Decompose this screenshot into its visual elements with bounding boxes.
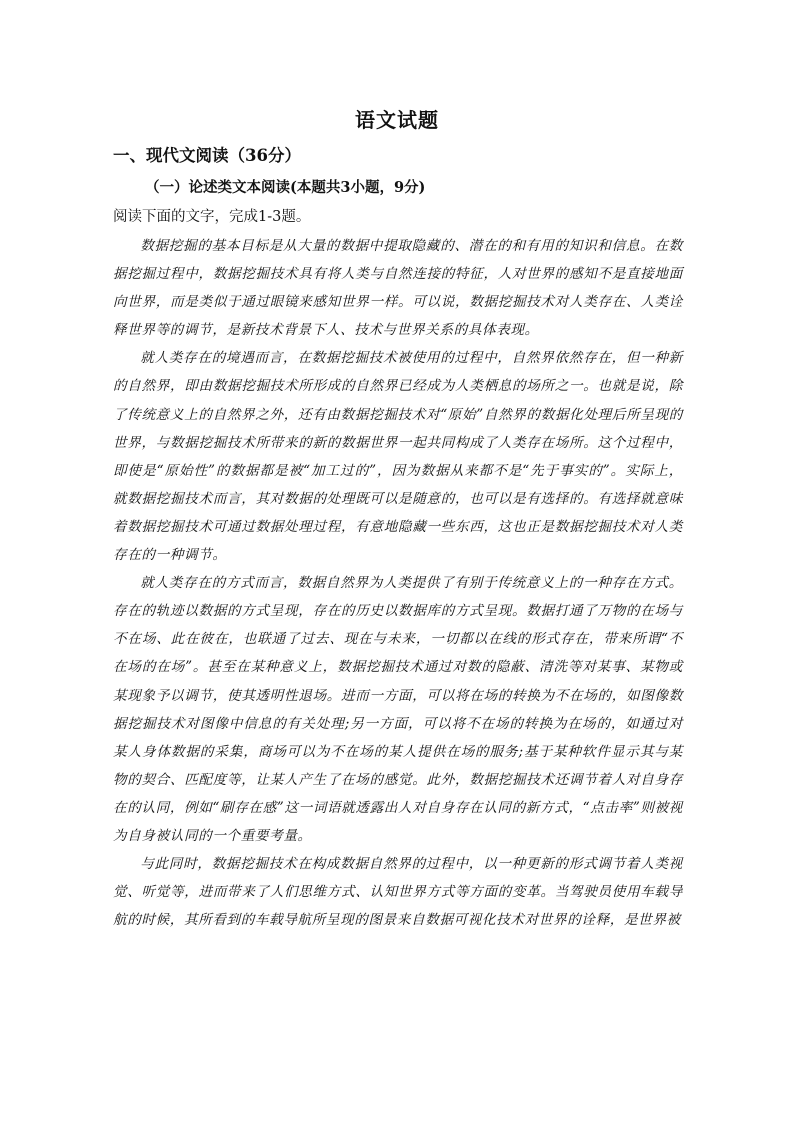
reading-passage [113, 232, 683, 934]
passage-paragraph-2: 就人类存在的境遇而言，在数据挖掘技术被使用的过程中，自然界依然存在，但一种新的自然界，即由数据挖掘技术所形成的自然界已经成为人类栖息的场所之一。也就是说，除了传统意义上的自然界之外，还有由数据挖掘技术对“原始”自然界的数据化处理后所呈现的世界，与数据挖掘技术所带来的新的数据世界一起共同构成了人类存在场所。这个过程中，即使是“原始性”的数据都是被“加工过的”，因为数据从来都不是“先于事实的”。实际上，就数据挖掘技术而言，其对数据的处理既可以是随意的，也可以是有选择的。有选择就意味着数据挖掘技术可通过数据处理过程，有意地隐藏一些东西，这也正是数据挖掘技术对人类存在的一种调节。 [113, 350, 683, 564]
page-title: 语文试题 [355, 108, 439, 132]
reading-instruction: 阅读下面的文字，完成1-3题。 [113, 209, 311, 225]
passage-paragraph-4: 与此同时，数据挖掘技术在构成数据自然界的过程中，以一种更新的形式调节着人类视觉、听觉等，进而带来了人们思维方式、认知世界方式等方面的变革。当驾驶员使用车载导航的时候，其所看到的车载导航所呈现的图景来自数据可视化技术对世界的诠释，是世界被 [113, 856, 683, 929]
sub-heading: （一）论述类文本阅读(本题共3小题，9分) [145, 179, 426, 196]
passage-paragraph-3: 就人类存在的方式而言，数据自然界为人类提供了有别于传统意义上的一种存在方式。存在的轨迹以数据的方式呈现，存在的历史以数据库的方式呈现。数据打通了万物的在场与不在场、此在彼在，也联通了过去、现在与未来，一切都以在线的形式存在，带来所谓“不在场的在场”。甚至在某种意义上，数据挖掘技术通过对数的隐蔽、清洗等对某事、某物或某现象予以调节，使其透明性退场。进而一方面，可以将在场的转换为不在场的，如图像数据挖掘技术对图像中信息的有关处理;另一方面，可以将不在场的转换为在场的，如通过对某人身体数据的采集，商场可以为不在场的某人提供在场的服务;基于某种软件显示其与某物的契合、匹配度等，让某人产生了在场的感觉。此外，数据挖掘技术还调节着人对自身存在的认同，例如“刷存在感”这一词语就透露出人对自身存在认同的新方式，“点击率”则被视为自身被认同的一个重要考量。 [113, 575, 683, 844]
passage-paragraph-1: 数据挖掘的基本目标是从大量的数据中提取隐藏的、潜在的和有用的知识和信息。在数据挖掘过程中，数据挖掘技术具有将人类与自然连接的特征，人对世界的感知不是直接地面向世界，而是类似于通过眼镜来感知世界一样。可以说，数据挖掘技术对人类存在、人类诠释世界等的调节，是新技术背景下人、技术与世界关系的具体表现。 [113, 238, 683, 339]
section-heading: 一、现代文阅读（36分） [113, 146, 301, 165]
